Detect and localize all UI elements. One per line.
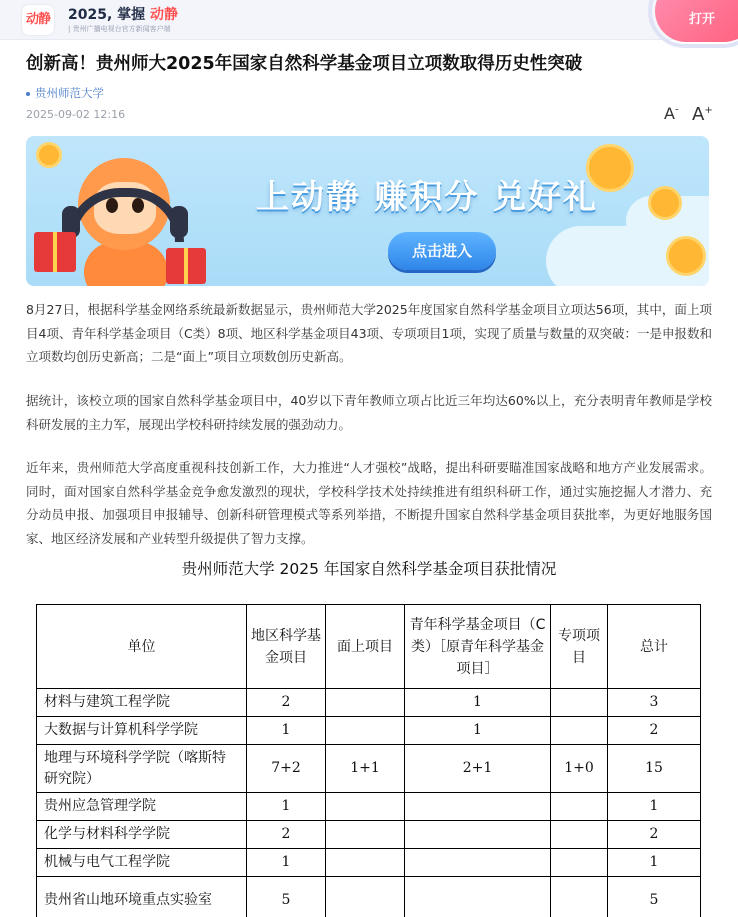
table-row — [37, 849, 701, 877]
article-paragraph: 据统计，该校立项的国家自然科学基金项目中，40岁以下青年教师立项占比近三年均达60%以上，充分表明青年教师是学校科研发展的主力军，展现出学校科研持续发展的强劲动力。 — [26, 393, 712, 432]
coin-icon — [666, 236, 706, 276]
cell-regional: 1 — [247, 793, 326, 821]
header-general: 面上项目 — [326, 605, 405, 689]
article-title: 创新高！贵州师大2025年国家自然科学基金项目立项数取得历史性突破 — [26, 54, 583, 74]
cell-general — [326, 821, 405, 849]
cell-unit: 贵州省山地环境重点实验室 — [37, 877, 247, 917]
coin-icon — [36, 142, 62, 168]
table-row — [37, 689, 701, 717]
cell-special — [551, 793, 608, 821]
open-app-label: 打开 — [689, 12, 716, 27]
cell-total: 15 — [608, 745, 701, 793]
cell-youth: 1 — [405, 689, 551, 717]
article-paragraph: 8月27日，根据科学基金网络系统最新数据显示，贵州师范大学2025年度国家自然科学基金项目立项达56项，其中，面上项目4项、青年科学基金项目（C类）8项、地区科学基金项目43项、专项项目1项，实现了质量与数量的双突破：一是申报数和立项数均创历史新高；二是“面上”项目立项数创历史新高。 — [26, 302, 712, 364]
font-increase-button[interactable]: A+ — [692, 104, 713, 125]
cell-regional: 1 — [247, 849, 326, 877]
cell-total: 5 — [608, 877, 701, 917]
promo-headline: 上动静 赚积分 兑好礼 — [256, 177, 598, 216]
cell-unit: 化学与材料科学学院 — [37, 821, 247, 849]
cell-regional: 1 — [247, 717, 326, 745]
cell-unit: 材料与建筑工程学院 — [37, 689, 247, 717]
table-caption: 贵州师范大学 2025 年国家自然科学基金项目获批情况 — [181, 560, 557, 578]
slogan-prefix: 2025, 掌握 — [68, 7, 151, 23]
cell-unit: 地理与环境科学学院（喀斯特研究院） — [37, 745, 247, 793]
table-row — [37, 745, 701, 793]
article-paragraph: 近年来，贵州师范大学高度重视科技创新工作，大力推进“人才强校”战略，提出科研要瞄准国家战略和地方产业发展需求。同时，面对国家自然科学基金竞争愈发激烈的现状，学校科学技术处持续推进有组织科研工作，通过实施挖掘人才潜力、充分动员申报、加强项目申报辅导、创新科研管理模式等系列举措，不断提升国家自然科学基金项目获批率，为更好地服务国家、地区经济发展和产业转型升级提供了智力支撑。 — [26, 460, 712, 546]
headphone-cup — [170, 206, 188, 238]
table-row — [37, 877, 701, 917]
cell-special — [551, 849, 608, 877]
table-row — [37, 821, 701, 849]
table-header-row — [37, 605, 701, 689]
cell-youth — [405, 793, 551, 821]
app-slogan — [68, 4, 178, 24]
source-name: 贵州师范大学 — [35, 86, 104, 100]
cell-unit: 大数据与计算机科学学院 — [37, 717, 247, 745]
cell-unit: 贵州应急管理学院 — [37, 793, 247, 821]
cell-regional: 2 — [247, 689, 326, 717]
app-subtitle: | 贵州广播电视台官方新闻客户端 — [68, 25, 171, 33]
table-row — [37, 717, 701, 745]
cell-youth: 1 — [405, 717, 551, 745]
font-decrease-button[interactable]: A- — [664, 104, 679, 123]
plus-icon: + — [704, 105, 713, 116]
cell-unit: 机械与电气工程学院 — [37, 849, 247, 877]
cell-total: 2 — [608, 717, 701, 745]
cell-regional: 5 — [247, 877, 326, 917]
header-unit: 单位 — [37, 605, 247, 689]
cell-total: 1 — [608, 849, 701, 877]
publish-date: 2025-09-02 12:16 — [26, 108, 126, 121]
cell-special: 1+0 — [551, 745, 608, 793]
grant-table — [36, 604, 701, 917]
minus-icon: - — [674, 104, 679, 116]
cell-special — [551, 877, 608, 917]
source-dot-icon — [26, 92, 30, 96]
promo-banner[interactable] — [26, 136, 709, 286]
cell-youth — [405, 877, 551, 917]
promo-enter-button[interactable]: 点击进入 — [388, 232, 496, 270]
cell-general — [326, 689, 405, 717]
header-special: 专项项目 — [551, 605, 608, 689]
cell-regional: 7+2 — [247, 745, 326, 793]
cell-special — [551, 689, 608, 717]
header-youth: 青年科学基金项目（C 类）［原青年科学基金项目］ — [405, 605, 551, 689]
header-regional: 地区科学基金项目 — [247, 605, 326, 689]
cell-general — [326, 793, 405, 821]
cell-general — [326, 717, 405, 745]
app-download-bar — [0, 0, 738, 40]
header-total: 总计 — [608, 605, 701, 689]
gift-icon — [166, 248, 206, 284]
cell-total: 3 — [608, 689, 701, 717]
cell-special — [551, 717, 608, 745]
gift-icon — [34, 232, 76, 272]
open-app-button[interactable] — [655, 0, 738, 42]
cell-total: 2 — [608, 821, 701, 849]
cell-general: 1+1 — [326, 745, 405, 793]
coin-icon — [648, 186, 682, 220]
cell-total: 1 — [608, 793, 701, 821]
cell-general — [326, 877, 405, 917]
table-row — [37, 793, 701, 821]
cell-regional: 2 — [247, 821, 326, 849]
cell-general — [326, 849, 405, 877]
cell-youth — [405, 849, 551, 877]
cell-special — [551, 821, 608, 849]
cell-youth: 2+1 — [405, 745, 551, 793]
app-logo: 动静 — [22, 5, 54, 35]
article-source[interactable] — [26, 85, 104, 101]
slogan-accent: 动静 — [150, 7, 179, 23]
cell-youth — [405, 821, 551, 849]
